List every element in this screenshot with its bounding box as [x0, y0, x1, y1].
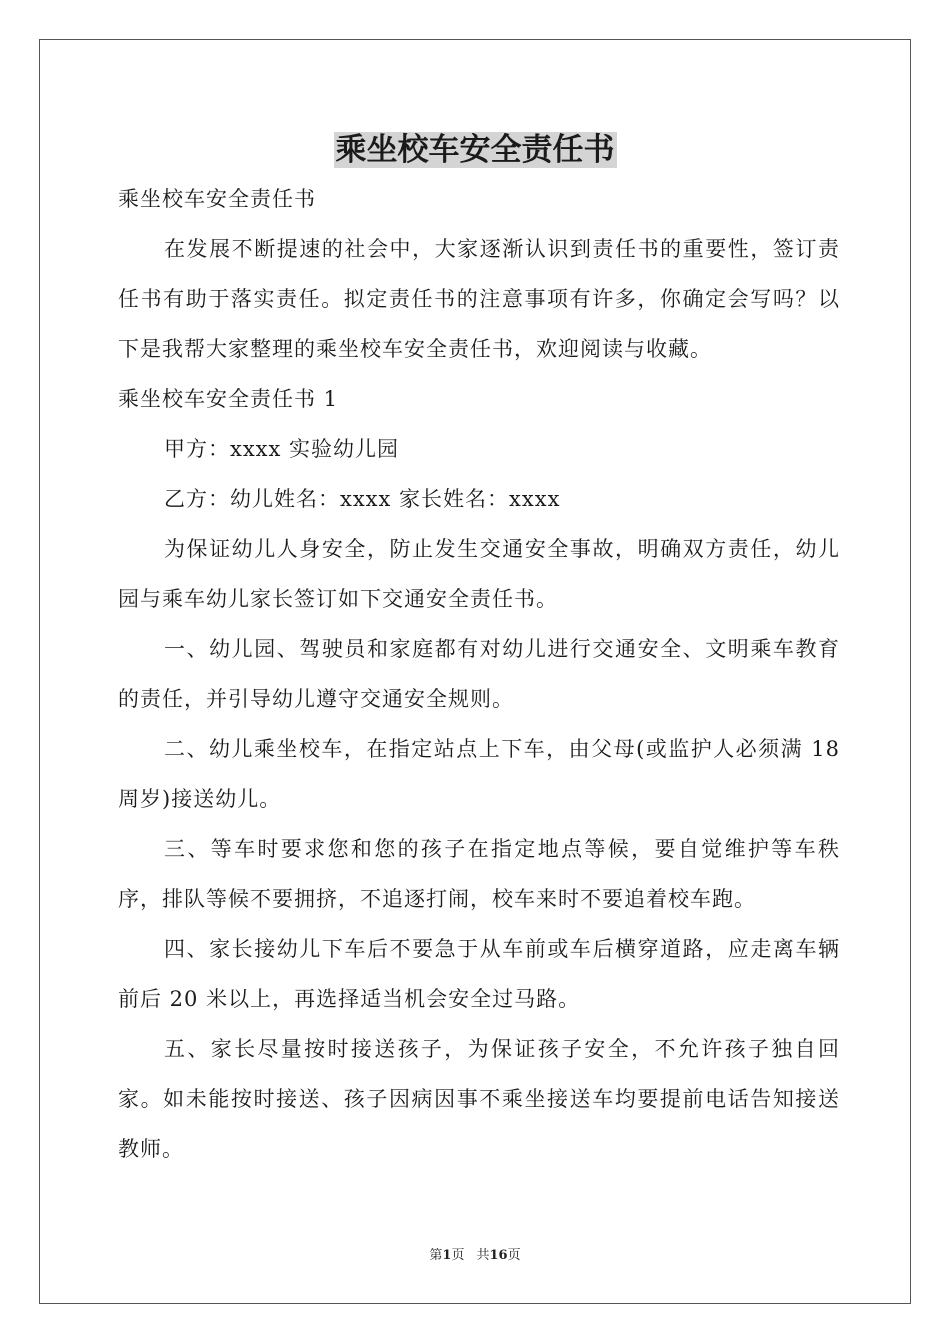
body-paragraph: 为保证幼儿人身安全，防止发生交通安全事故，明确双方责任，幼儿园与乘车幼儿家长签订如下交通安全责任书。	[118, 537, 840, 611]
footer-page-number: 1	[442, 1248, 452, 1263]
footer-total-prefix: 共	[476, 1248, 490, 1263]
document-body	[118, 174, 840, 1174]
footer-total-pages: 16	[489, 1248, 508, 1263]
body-paragraph: 甲方：xxxx 实验幼儿园	[164, 437, 400, 461]
body-paragraph: 二、幼儿乘坐校车，在指定站点上下车，由父母(或监护人必须满 18 周岁)接送幼儿。	[118, 737, 840, 811]
body-paragraph: 五、家长尽量按时接送孩子，为保证孩子安全，不允许孩子独自回家。如未能按时接送、孩子因病因事不乘坐接送车均要提前电话告知接送教师。	[118, 1037, 840, 1161]
body-paragraph: 四、家长接幼儿下车后不要急于从车前或车后横穿道路，应走离车辆前后 20 米以上，再选择适当机会安全过马路。	[118, 937, 840, 1011]
body-paragraph: 在发展不断提速的社会中，大家逐渐认识到责任书的重要性，签订责任书有助于落实责任。拟定责任书的注意事项有许多，你确定会写吗？以下是我帮大家整理的乘坐校车安全责任书，欢迎阅读与收藏。	[118, 237, 840, 361]
document-title-text: 乘坐校车安全责任书	[335, 132, 615, 168]
body-paragraph: 乘坐校车安全责任书	[118, 187, 316, 211]
footer-total-suffix: 页	[507, 1248, 521, 1263]
body-paragraph: 乙方：幼儿姓名：xxxx 家长姓名：xxxx	[164, 487, 561, 511]
body-paragraph: 三、等车时要求您和您的孩子在指定地点等候，要自觉维护等车秩序，排队等候不要拥挤，不追逐打闹，校车来时不要追着校车跑。	[118, 837, 840, 911]
document-title	[0, 128, 950, 172]
body-paragraph: 乘坐校车安全责任书 1	[118, 387, 339, 411]
footer-page-suffix: 页	[451, 1248, 465, 1263]
footer-page-prefix: 第	[429, 1248, 443, 1263]
page-footer	[0, 1246, 950, 1266]
body-paragraph: 一、幼儿园、驾驶员和家庭都有对幼儿进行交通安全、文明乘车教育的责任，并引导幼儿遵守交通安全规则。	[118, 637, 840, 711]
